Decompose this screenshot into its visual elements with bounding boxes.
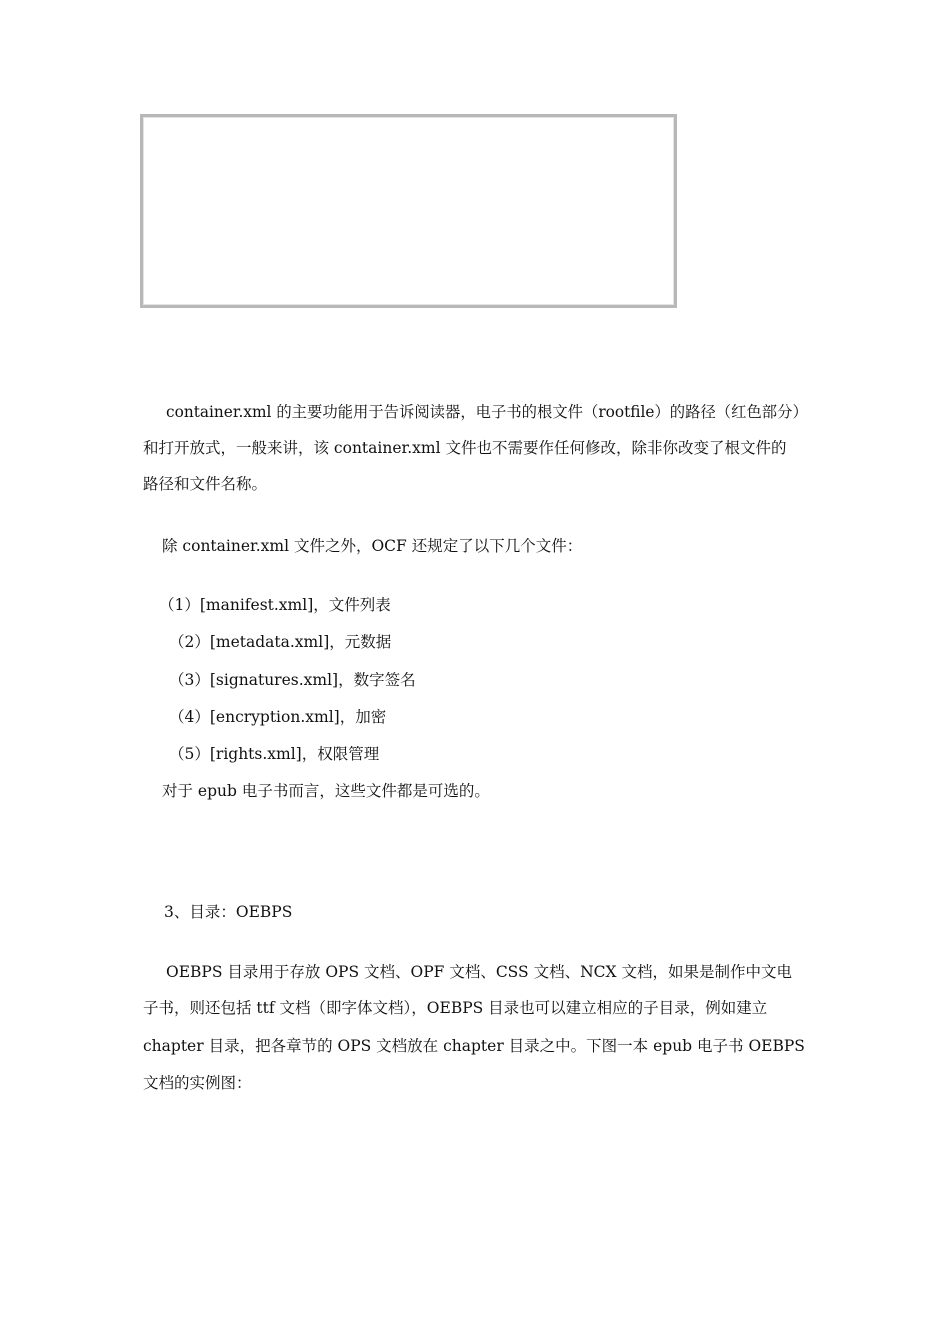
code-example-box bbox=[140, 114, 677, 308]
paragraph1-line3: 路径和文件名称。 bbox=[143, 475, 268, 493]
file-list-item-1: （1）[manifest.xml]，文件列表 bbox=[159, 596, 391, 614]
paragraph3: 对于 epub 电子书而言，这些文件都是可选的。 bbox=[162, 782, 490, 800]
paragraph4-line3: chapter 目录，把各章节的 OPS 文档放在 chapter 目录之中。下图一本 epub 电子书 OEBPS bbox=[143, 1037, 805, 1055]
file-list-item-5: （5）[rights.xml]，权限管理 bbox=[169, 745, 380, 763]
paragraph2: 除 container.xml 文件之外，OCF 还规定了以下几个文件： bbox=[162, 537, 583, 555]
file-list-item-3: （3）[signatures.xml]，数字签名 bbox=[169, 671, 416, 689]
file-list-item-4: （4）[encryption.xml]，加密 bbox=[169, 708, 387, 726]
paragraph4-line2: 子书，则还包括 ttf 文档（即字体文档），OEBPS 目录也可以建立相应的子目录，例如建立 bbox=[143, 999, 768, 1017]
file-list-item-2: （2）[metadata.xml]，元数据 bbox=[169, 633, 392, 651]
section-heading: 3、目录：OEBPS bbox=[164, 903, 293, 921]
paragraph4-line4: 文档的实例图： bbox=[143, 1074, 252, 1092]
paragraph1-line2: 和打开放式，一般来讲，该 container.xml 文件也不需要作任何修改，除非你改变了根文件的 bbox=[143, 439, 787, 457]
paragraph1-line1: container.xml 的主要功能用于告诉阅读器，电子书的根文件（rootfile）的路径（红色部分） bbox=[166, 403, 808, 421]
paragraph4-line1: OEBPS 目录用于存放 OPS 文档、OPF 文档、CSS 文档、NCX 文档，如果是制作中文电 bbox=[166, 963, 792, 981]
